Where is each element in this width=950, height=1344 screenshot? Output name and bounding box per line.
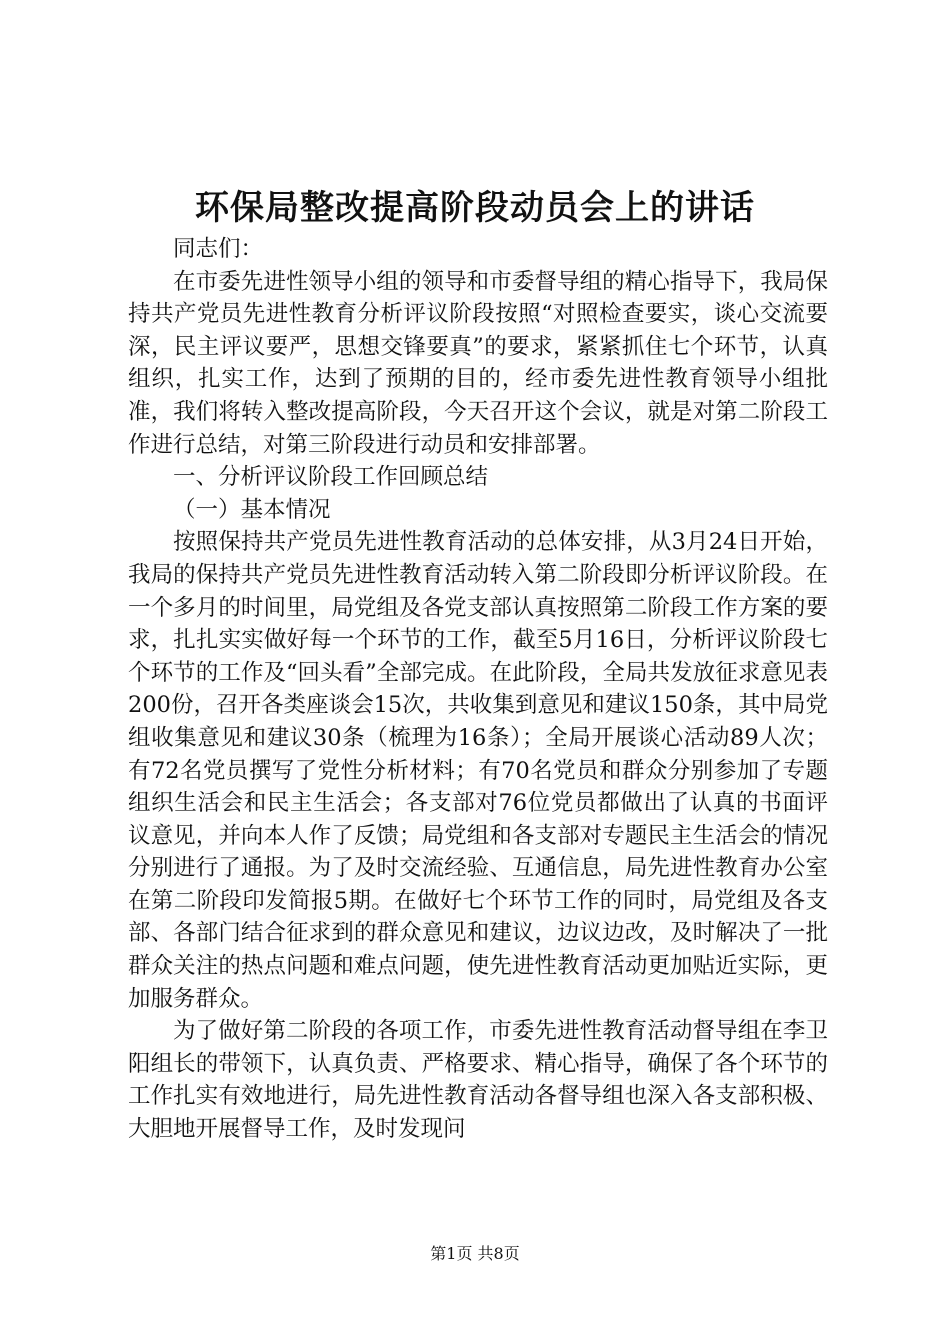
section-heading: 一、分析评议阶段工作回顾总结 <box>173 464 489 491</box>
intro-paragraph: 在市委先进性领导小组的领导和市委督导组的精心指导下，我局保持共产党员先进性教育分析评议阶段按照“对照检查要实，谈心交流要深，民主评议要严，思想交锋要真”的要求，紧紧抓住七个环节，认真组织，扎实工作，达到了预期的目的，经市委先进性教育领导小组批准，我们将转入整改提高阶段，今天召开这个会议，就是对第二阶段工作进行总结，对第三阶段进行动员和安排部署。 <box>128 268 828 458</box>
page-footer: 第1页 共8页 <box>430 1244 520 1263</box>
basic-situation-paragraph: 按照保持共产党员先进性教育活动的总体安排，从3月24日开始，我局的保持共产党员先进性教育活动转入第二阶段即分析评议阶段。在一个多月的时间里，局党组及各党支部认真按照第二阶段工作方案的要求，扎扎实实做好每一个环节的工作，截至5月16日，分析评议阶段七个环节的工作及“回头看”全部完成。在此阶段，全局共发放征求意见表200份，召开各类座谈会15次，共收集到意见和建议150条，其中局党组收集意见和建议30条（梳理为16条）；全局开展谈心活动89人次；有72名党员撰写了党性分析材料；有70名党员和群众分别参加了专题组织生活会和民主生活会；各支部对76位党员都做出了认真的书面评议意见，并向本人作了反馈；局党组和各支部对专题民主生活会的情况分别进行了通报。为了及时交流经验、互通信息，局先进性教育办公室在第二阶段印发简报5期。在做好七个环节工作的同时，局党组及各支部、各部门结合征求到的群众意见和建议，边议边改，及时解决了一批群众关注的热点问题和难点问题，使先进性教育活动更加贴近实际，更加服务群众。 <box>128 529 828 1012</box>
supervision-paragraph: 为了做好第二阶段的各项工作，市委先进性教育活动督导组在李卫阳组长的带领下，认真负责、严格要求、精心指导，确保了各个环节的工作扎实有效地进行，局先进性教育活动各督导组也深入各支部积极、大胆地开展督导工作，及时发现问 <box>128 1018 828 1143</box>
subsection-heading: （一）基本情况 <box>173 496 331 523</box>
document-body <box>128 233 828 1146</box>
document-title: 环保局整改提高阶段动员会上的讲话 <box>195 188 755 228</box>
salutation-paragraph: 同志们： <box>173 236 264 262</box>
